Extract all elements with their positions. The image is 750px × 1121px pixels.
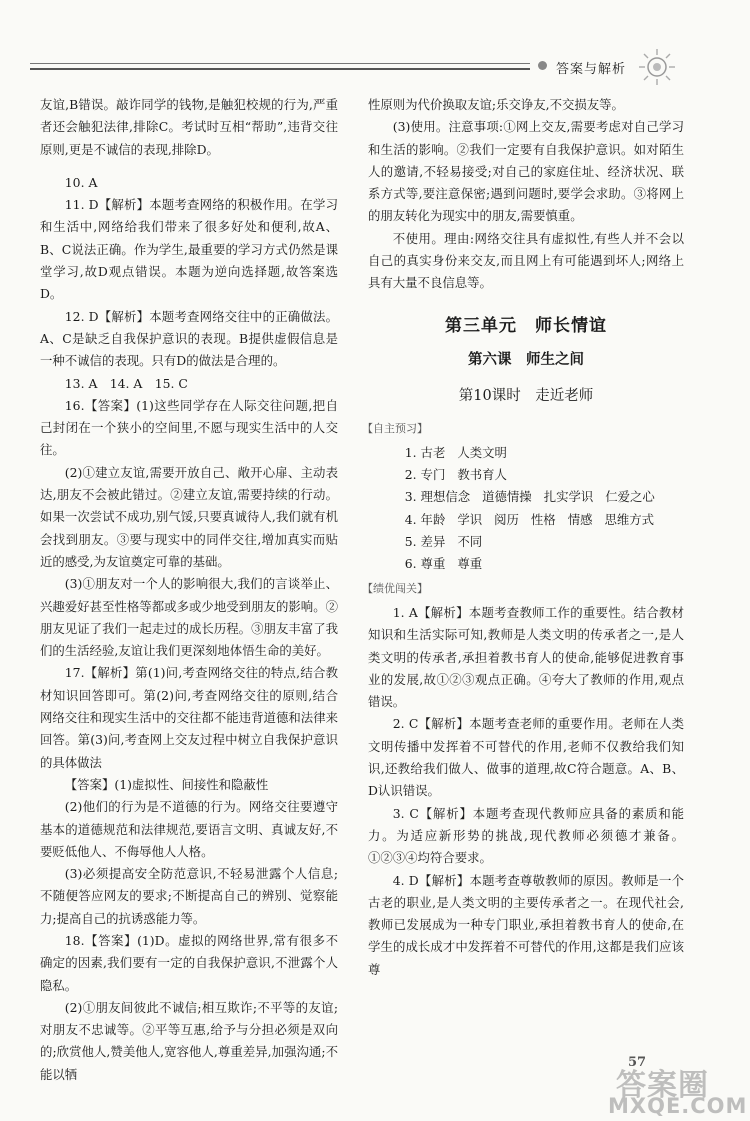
paragraph: 1. A【解析】本题考查教师工作的重要性。结合教材知识和生活实际可知,教师是人类文明的传承者之一,是人类文明的传承者,承担着教书育人的使命,能够促进教育事业的发展,故①②③观点正确。④夸大了教师的作用,观点错误。 — [368, 604, 684, 710]
paragraph: 11. D【解析】本题考查网络的积极作用。在学习和生活中,网络给我们带来了很多好处和便利,故A、B、C说法正确。作为学生,最重要的学习方式仍然是课堂学习,故D观点错误。本题为逆向选择题,故答案选D。 — [40, 197, 338, 302]
preview-answer-term: 道德情操 — [482, 489, 532, 505]
paragraph: 16.【答案】(1)这些同学存在人际交往问题,把自己封闭在一个狭小的空间里,不愿与现实生活中的人交往。 — [40, 397, 338, 458]
watermark-line1: 答案圈 — [616, 1068, 709, 1103]
period-title: 第10课时 走近老师 — [458, 388, 594, 405]
watermark-logo — [600, 1058, 750, 1121]
paragraph: (3)必须提高安全防范意识,不轻易泄露个人信息;不随便答应网友的要求;不断提高自己的辨别、觉察能力;提高自己的抗诱惑能力等。 — [40, 866, 338, 926]
preview-answer-row — [380, 531, 684, 553]
section-excellence: 【绩优闯关】 — [362, 581, 428, 595]
header-rule-thick — [30, 68, 530, 70]
right-bottom-text — [368, 602, 684, 981]
preview-answer-row — [380, 464, 684, 486]
paragraph: (3)①朋友对一个人的影响很大,我们的言谈举止、兴趣爱好甚至性格等都或多或少地受到朋友的影响。②朋友见证了我们一起走过的成长历程。③朋友丰富了我们的生活经验,友谊让我们更深刻地体悟生命的美好。 — [40, 576, 338, 659]
right-column — [362, 94, 684, 981]
preview-answer-row — [380, 486, 684, 508]
paragraph: 不使用。理由:网络交往具有虚拟性,有些人并不会以自己的真实身份来交友,而且网上有可能遇到坏人;网络上具有大量不良信息等。 — [368, 230, 684, 291]
preview-answer-term: 2. 专门 — [404, 467, 446, 483]
preview-answer-term: 阅历 — [494, 511, 519, 527]
paragraph: 10. A — [64, 174, 98, 190]
paragraph: (2)他们的行为是不道德的行为。网络交往要遵守基本的道德规范和法律规范,要语言文明、真诚友好,不要贬低他人、不侮辱他人人格。 — [40, 799, 338, 859]
paragraph: 【答案】(1)虚拟性、间接性和隐蔽性 — [64, 776, 269, 792]
preview-answer-row — [380, 509, 684, 531]
preview-answer-term: 不同 — [457, 534, 483, 550]
unit-title: 第三单元 师长情谊 — [445, 315, 607, 336]
preview-answer-term: 5. 差异 — [404, 534, 446, 550]
lesson-title: 第六课 师生之间 — [468, 350, 584, 368]
preview-answer-row — [380, 553, 684, 575]
preview-answer-term: 尊重 — [457, 556, 483, 572]
preview-answer-term: 性格 — [530, 511, 556, 527]
section-self-preview: 【自主预习】 — [362, 421, 428, 435]
right-top-text — [368, 94, 684, 295]
watermark-line2: MXQE.COM — [608, 1094, 748, 1118]
header-rule-thin — [30, 63, 530, 64]
paragraph: 性原则为代价换取友谊;乐交诤友,不交损友等。 — [368, 97, 624, 112]
paragraph: 12. D【解析】本题考查网络交往中的正确做法。A、C是缺乏自我保护意识的表现。B提供虚假信息是一种不诚信的表现。只有D的做法是合理的。 — [40, 308, 338, 369]
preview-answer-term: 思维方式 — [604, 511, 655, 527]
preview-answer-term: 人类文明 — [457, 444, 507, 460]
paragraph: (2)①建立友谊,需要开放自己、敞开心扉、主动表达,朋友不会被此错过。②建立友谊,需要持续的行动。如果一次尝试不成功,别气馁,只要真诚待人,我们就有机会找到朋友。③要与现实中的同伴交往,增加真实而贴近的感受,为友谊奠定可靠的基础。 — [40, 464, 338, 569]
page-number: 57 — [628, 1055, 647, 1070]
preview-answers — [368, 442, 684, 576]
paragraph: 3. C【解析】本题考查现代教师应具备的素质和能力。为适应新形势的挑战,现代教师必须德才兼备。①②③④均符合要求。 — [368, 805, 684, 866]
preview-answer-term: 学识 — [457, 511, 483, 527]
preview-answer-term: 仁爱之心 — [605, 489, 655, 505]
paragraph: 18.【答案】(1)D。虚拟的网络世界,常有很多不确定的因素,我们要有一定的自我保护意识,不泄露个人隐私。 — [40, 932, 338, 993]
header-title: 答案与解析 — [556, 62, 627, 77]
sun-emblem-icon — [636, 46, 678, 88]
paragraph: 13. A 14. A 15. C — [64, 375, 188, 391]
preview-answer-term: 3. 理想信念 — [404, 489, 471, 505]
paragraph: 2. C【解析】本题考查老师的重要作用。老师在人类文明传播中发挥着不可替代的作用,老师不仅教给我们知识,还教给我们做人、做事的道理,故C符合题意。A、B、D认识错误。 — [368, 716, 684, 799]
header-bullet-icon — [538, 61, 547, 70]
preview-answer-term: 扎实学识 — [543, 489, 594, 505]
paragraph: 17.【解析】第(1)问,考查网络交往的特点,结合教材知识回答即可。第(2)问,考查网络交往的原则,结合网络交往和现实生活中的交往都不能违背道德和法律来回答。第(3)问,考查网上交友过程中树立自我保护意识的具体做法 — [40, 665, 338, 770]
preview-answer-row — [380, 442, 684, 464]
preview-answer-term: 4. 年龄 — [404, 511, 446, 527]
paragraph: (2)①朋友间彼此不诚信;相互欺诈;不平等的友谊;对朋友不忠诚等。②平等互惠,给予与分担必须是双向的;欣赏他人,赞美他人,宽容他人,尊重差异,加强沟通;不能以牺 — [40, 999, 338, 1082]
paragraph: 4. D【解析】本题考查尊敬教师的原因。教师是一个古老的职业,是人类文明的主要传承者之一。在现代社会,教师已发展成为一种专门职业,承担着教书育人的使命,在学生的成长成才中发挥着不可替代的作用,这都是我们应该尊 — [368, 872, 684, 977]
paragraph: (3)使用。注意事项:①网上交友,需要考虑对自己学习和生活的影响。②我们一定要有自我保护意识。如对陌生人的邀请,不轻易接受;对自己的家庭住址、经济状况、联系方式等,要注意保密;遇到问题时,要学会求助。③将网上的朋友转化为现实中的朋友,需要慎重。 — [368, 119, 684, 224]
preview-answer-term: 情感 — [567, 511, 593, 527]
preview-answer-term: 教书育人 — [457, 467, 507, 483]
left-column — [40, 94, 338, 1086]
paragraph: 友谊,B错误。敲诈同学的钱物,是触犯校规的行为,严重者还会触犯法律,排除C。考试时互相“帮助”,违背交往原则,更是不诚信的表现,排除D。 — [40, 97, 338, 157]
preview-answer-term: 6. 尊重 — [404, 556, 446, 572]
preview-answer-term: 1. 古老 — [404, 444, 446, 460]
